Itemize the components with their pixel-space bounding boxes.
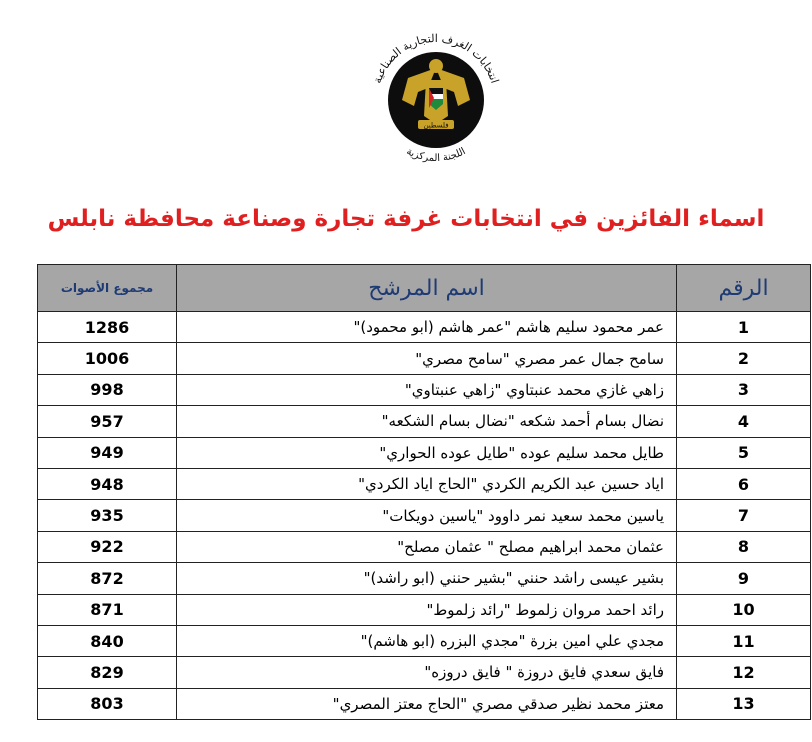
- logo-arc-text-top: انتخابات الغرف التجارية الصناعية: [370, 31, 502, 85]
- row-votes: 957: [38, 406, 177, 437]
- logo-emblem-text: فلسطين: [423, 121, 449, 130]
- table-row: [38, 437, 811, 468]
- row-votes: 829: [38, 657, 177, 688]
- svg-text:اللجنة المركزية: [404, 146, 467, 164]
- header-total-votes: مجموع الأصوات: [38, 265, 177, 312]
- row-candidate-name: زاهي غازي محمد عنبتاوي "زاهي عنبتاوي": [177, 374, 677, 405]
- winners-table: [37, 264, 811, 720]
- row-candidate-name: اياد حسين عبد الكريم الكردي "الحاج اياد الكردي": [177, 468, 677, 499]
- row-number: 1: [677, 312, 811, 343]
- table-row: [38, 468, 811, 499]
- row-candidate-name: سامح جمال عمر مصري "سامح مصري": [177, 343, 677, 374]
- row-number: 5: [677, 437, 811, 468]
- table-row: [38, 312, 811, 343]
- row-candidate-name: عثمان محمد ابراهيم مصلح " عثمان مصلح": [177, 531, 677, 562]
- row-number: 4: [677, 406, 811, 437]
- row-votes: 935: [38, 500, 177, 531]
- row-number: 11: [677, 625, 811, 656]
- row-candidate-name: نضال بسام أحمد شكعه "نضال بسام الشكعه": [177, 406, 677, 437]
- header-candidate-name: اسم المرشح: [177, 265, 677, 312]
- row-votes: 948: [38, 468, 177, 499]
- table-row: [38, 594, 811, 625]
- row-votes: 871: [38, 594, 177, 625]
- row-votes: 840: [38, 625, 177, 656]
- table-row: [38, 531, 811, 562]
- row-votes: 922: [38, 531, 177, 562]
- table-row: [38, 625, 811, 656]
- row-number: 3: [677, 374, 811, 405]
- chamber-elections-logo: [356, 8, 516, 168]
- row-number: 10: [677, 594, 811, 625]
- row-candidate-name: مجدي علي امين بزرة "مجدي البزره (ابو هاشم)": [177, 625, 677, 656]
- row-votes: 1286: [38, 312, 177, 343]
- table-row: [38, 657, 811, 688]
- row-votes: 998: [38, 374, 177, 405]
- page-title: اسماء الفائزين في انتخابات غرفة تجارة وصناعة محافظة نابلس: [47, 206, 765, 232]
- palestinian-eagle-emblem-icon: [356, 8, 516, 168]
- row-candidate-name: بشير عيسى راشد حنني "بشير حنني (ابو راشد)": [177, 563, 677, 594]
- row-candidate-name: فايق سعدي فايق دروزة " فايق دروزه": [177, 657, 677, 688]
- row-number: 12: [677, 657, 811, 688]
- row-number: 2: [677, 343, 811, 374]
- table-row: [38, 563, 811, 594]
- row-votes: 803: [38, 688, 177, 719]
- table-header-row: [38, 265, 811, 312]
- table-row: [38, 374, 811, 405]
- row-candidate-name: ياسين محمد سعيد نمر داوود "ياسين دويكات": [177, 500, 677, 531]
- row-votes: 872: [38, 563, 177, 594]
- row-number: 8: [677, 531, 811, 562]
- row-candidate-name: معتز محمد نظير صدقي مصري "الحاج معتز المصري": [177, 688, 677, 719]
- table-row: [38, 343, 811, 374]
- table-row: [38, 406, 811, 437]
- row-number: 9: [677, 563, 811, 594]
- table-row: [38, 500, 811, 531]
- row-number: 6: [677, 468, 811, 499]
- row-votes: 1006: [38, 343, 177, 374]
- row-candidate-name: طايل محمد سليم عوده "طايل عوده الحواري": [177, 437, 677, 468]
- row-votes: 949: [38, 437, 177, 468]
- header-number: الرقم: [677, 265, 811, 312]
- row-number: 7: [677, 500, 811, 531]
- row-number: 13: [677, 688, 811, 719]
- row-candidate-name: رائد احمد مروان زلموط "رائد زلموط": [177, 594, 677, 625]
- table-row: [38, 688, 811, 719]
- logo-arc-text-bottom: اللجنة المركزية: [404, 146, 468, 165]
- row-candidate-name: عمر محمود سليم هاشم "عمر هاشم (ابو محمود)": [177, 312, 677, 343]
